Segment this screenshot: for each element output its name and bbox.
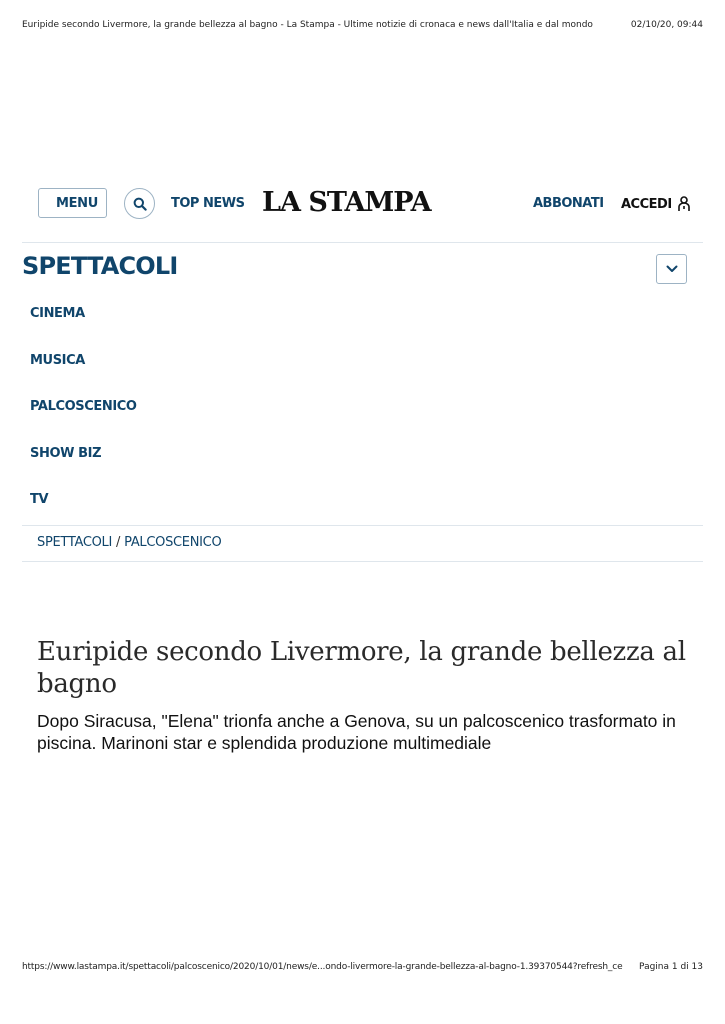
- site-header: [22, 186, 703, 222]
- chevron-down-icon: [666, 265, 678, 273]
- breadcrumb-item-spettacoli[interactable]: SPETTACOLI: [37, 535, 113, 550]
- login-label: ACCEDI: [621, 196, 672, 212]
- subnav-item-palcoscenico[interactable]: PALCOSCENICO: [30, 399, 137, 415]
- section-toggle-button[interactable]: [656, 254, 687, 284]
- subnav-item-tv[interactable]: TV: [30, 492, 49, 508]
- print-page-title: Euripide secondo Livermore, la grande bellezza al bagno - La Stampa - Ultime notizie di cronaca e news dall'Italia e dal mondo: [22, 20, 593, 30]
- site-logo[interactable]: LA STAMPA: [262, 187, 431, 218]
- menu-button-label: MENU: [55, 195, 98, 211]
- print-header: [22, 20, 703, 34]
- menu-button[interactable]: [38, 188, 107, 218]
- print-footer: [22, 962, 703, 976]
- print-url: https://www.lastampa.it/spettacoli/palcoscenico/2020/10/01/news/e...ondo-livermore-la-grande-bellezza-al-bagno-1.39370544?refresh_ce: [22, 962, 623, 972]
- search-button[interactable]: [124, 188, 155, 219]
- subnav-item-cinema[interactable]: CINEMA: [30, 306, 85, 321]
- article-subtitle: Dopo Siracusa, "Elena" trionfa anche a Genova, su un palcoscenico trasformato in piscina. Marinoni star e splendida produzione multimediale: [37, 711, 676, 753]
- print-datetime: 02/10/20, 09:44: [630, 20, 703, 30]
- print-page-number: Pagina 1 di 13: [639, 962, 703, 972]
- breadcrumb-item-palcoscenico[interactable]: PALCOSCENICO: [124, 535, 222, 550]
- user-icon: [678, 196, 690, 212]
- breadcrumb: [37, 535, 221, 550]
- subnav-item-musica[interactable]: MUSICA: [30, 352, 85, 368]
- top-news-link[interactable]: TOP NEWS: [171, 196, 245, 211]
- breadcrumb-separator: /: [116, 535, 121, 550]
- search-icon: [133, 197, 147, 211]
- section-subnav: [30, 300, 137, 533]
- subnav-item-show-biz[interactable]: SHOW BIZ: [30, 445, 102, 461]
- article-headline: Euripide secondo Livermore, la grande bellezza al bagno: [37, 637, 686, 699]
- subnav-divider: [22, 525, 703, 526]
- section-title[interactable]: SPETTACOLI: [22, 252, 178, 280]
- login-button[interactable]: [621, 196, 690, 212]
- subscribe-link[interactable]: ABBONATI: [533, 196, 604, 211]
- header-divider: [22, 242, 703, 243]
- breadcrumb-divider: [22, 561, 703, 562]
